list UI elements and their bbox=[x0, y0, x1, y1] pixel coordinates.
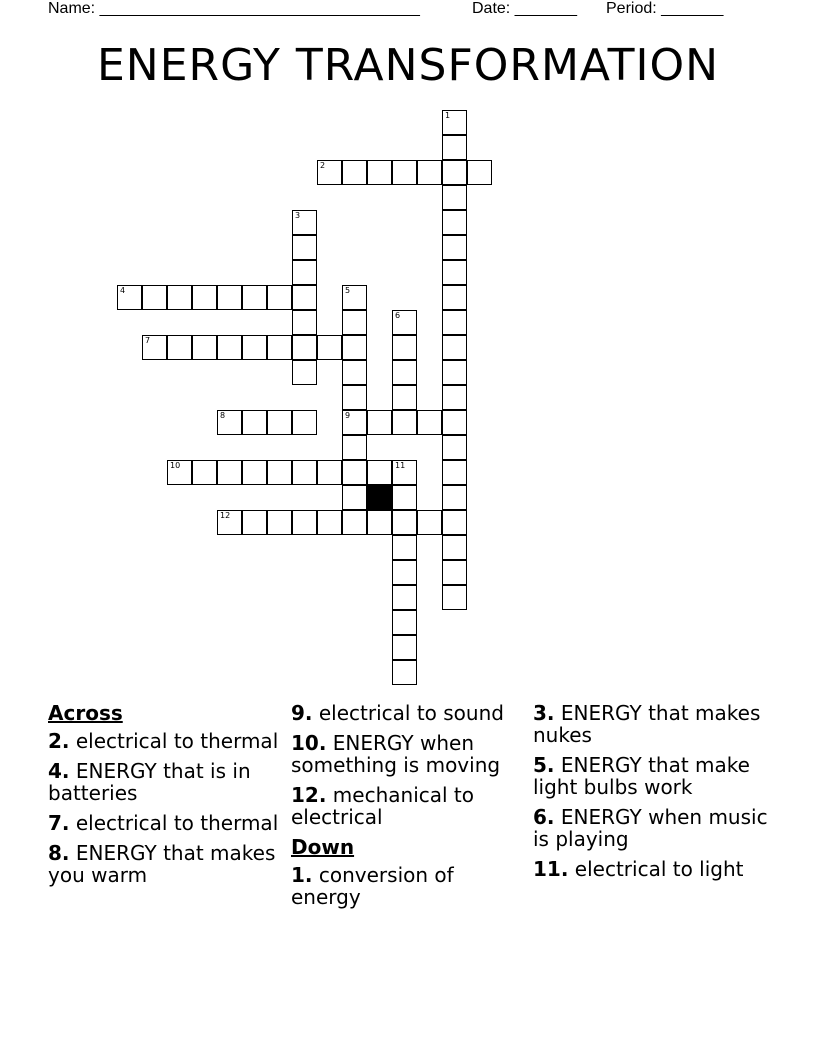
grid-cell[interactable] bbox=[267, 410, 292, 435]
clue-text: ENERGY that is in batteries bbox=[48, 759, 251, 805]
grid-cell[interactable] bbox=[392, 360, 417, 385]
grid-cell[interactable] bbox=[142, 285, 167, 310]
period-field-label[interactable]: Period: _______ bbox=[606, 0, 724, 17]
clue-text: electrical to thermal bbox=[75, 729, 279, 753]
grid-black-cell bbox=[367, 485, 392, 510]
clues-column-1 bbox=[48, 702, 284, 894]
across-heading: Across bbox=[48, 701, 123, 725]
grid-cell[interactable] bbox=[392, 460, 417, 485]
grid-cell[interactable] bbox=[442, 160, 467, 185]
grid-cell-number: 8 bbox=[220, 411, 226, 420]
grid-cell[interactable] bbox=[267, 335, 292, 360]
grid-cell[interactable] bbox=[442, 310, 467, 335]
grid-cell[interactable] bbox=[317, 510, 342, 535]
grid-cell[interactable] bbox=[392, 485, 417, 510]
grid-cell[interactable] bbox=[317, 460, 342, 485]
grid-cell[interactable] bbox=[117, 285, 142, 310]
grid-cell-number: 12 bbox=[220, 511, 231, 520]
clue-number: 12. bbox=[291, 783, 327, 807]
clue-text: electrical to light bbox=[574, 857, 744, 881]
grid-cell[interactable] bbox=[242, 510, 267, 535]
grid-cell[interactable] bbox=[142, 335, 167, 360]
name-field-label[interactable]: Name: ____________________________________ bbox=[48, 0, 420, 17]
grid-cell[interactable] bbox=[392, 635, 417, 660]
grid-cell[interactable] bbox=[217, 285, 242, 310]
clues-column-3 bbox=[533, 702, 769, 888]
grid-cell[interactable] bbox=[342, 510, 367, 535]
grid-cell-number: 9 bbox=[345, 411, 351, 420]
grid-cell[interactable] bbox=[342, 285, 367, 310]
grid-cell[interactable] bbox=[292, 510, 317, 535]
clue-down-6 bbox=[533, 806, 769, 850]
grid-cell[interactable] bbox=[442, 485, 467, 510]
grid-cell[interactable] bbox=[442, 535, 467, 560]
clue-across-9 bbox=[291, 702, 527, 724]
grid-cell[interactable] bbox=[292, 210, 317, 235]
grid-cell[interactable] bbox=[292, 285, 317, 310]
clue-down-3 bbox=[533, 702, 769, 746]
grid-cell[interactable] bbox=[342, 485, 367, 510]
clue-across-10 bbox=[291, 732, 527, 776]
grid-cell[interactable] bbox=[442, 335, 467, 360]
clue-number: 5. bbox=[533, 753, 555, 777]
grid-cell-number: 11 bbox=[395, 461, 406, 470]
grid-cell[interactable] bbox=[242, 285, 267, 310]
grid-cell[interactable] bbox=[442, 185, 467, 210]
grid-cell[interactable] bbox=[417, 510, 442, 535]
grid-cell[interactable] bbox=[317, 160, 342, 185]
grid-cell-number: 5 bbox=[345, 286, 351, 295]
clue-down-5 bbox=[533, 754, 769, 798]
grid-cell[interactable] bbox=[292, 410, 317, 435]
grid-cell[interactable] bbox=[367, 510, 392, 535]
grid-cell[interactable] bbox=[167, 335, 192, 360]
clue-number: 2. bbox=[48, 729, 70, 753]
grid-cell[interactable] bbox=[392, 160, 417, 185]
grid-cell[interactable] bbox=[342, 385, 367, 410]
grid-cell-number: 2 bbox=[320, 161, 326, 170]
grid-cell[interactable] bbox=[292, 460, 317, 485]
grid-cell-number: 4 bbox=[120, 286, 126, 295]
grid-cell[interactable] bbox=[217, 410, 242, 435]
grid-cell[interactable] bbox=[367, 460, 392, 485]
grid-cell[interactable] bbox=[392, 535, 417, 560]
grid-cell[interactable] bbox=[442, 210, 467, 235]
grid-cell-number: 7 bbox=[145, 336, 151, 345]
grid-cell[interactable] bbox=[367, 410, 392, 435]
grid-cell[interactable] bbox=[442, 235, 467, 260]
grid-cell[interactable] bbox=[392, 585, 417, 610]
grid-cell[interactable] bbox=[242, 335, 267, 360]
clue-number: 7. bbox=[48, 811, 70, 835]
grid-cell[interactable] bbox=[467, 160, 492, 185]
grid-cell[interactable] bbox=[342, 335, 367, 360]
grid-cell[interactable] bbox=[442, 460, 467, 485]
grid-cell-number: 6 bbox=[395, 311, 401, 320]
grid-cell[interactable] bbox=[267, 510, 292, 535]
grid-cell[interactable] bbox=[292, 235, 317, 260]
grid-cell[interactable] bbox=[392, 560, 417, 585]
grid-cell[interactable] bbox=[317, 335, 342, 360]
grid-cell[interactable] bbox=[342, 410, 367, 435]
clue-number: 8. bbox=[48, 841, 70, 865]
clue-text: ENERGY that makes you warm bbox=[48, 841, 276, 887]
grid-cell[interactable] bbox=[442, 510, 467, 535]
clue-across-12 bbox=[291, 784, 527, 828]
grid-cell[interactable] bbox=[342, 310, 367, 335]
grid-cell-number: 3 bbox=[295, 211, 301, 220]
down-heading: Down bbox=[291, 835, 355, 859]
clue-number: 3. bbox=[533, 701, 555, 725]
grid-cell[interactable] bbox=[267, 285, 292, 310]
grid-cell[interactable] bbox=[192, 460, 217, 485]
grid-cell[interactable] bbox=[342, 360, 367, 385]
grid-cell[interactable] bbox=[442, 435, 467, 460]
grid-cell[interactable] bbox=[442, 110, 467, 135]
clue-text: ENERGY that make light bulbs work bbox=[533, 753, 750, 799]
grid-cell[interactable] bbox=[342, 160, 367, 185]
clue-across-2 bbox=[48, 730, 284, 752]
grid-cell[interactable] bbox=[242, 410, 267, 435]
clue-across-7 bbox=[48, 812, 284, 834]
clue-text: conversion of energy bbox=[291, 863, 454, 909]
grid-cell[interactable] bbox=[292, 335, 317, 360]
clue-across-4 bbox=[48, 760, 284, 804]
clue-down-1 bbox=[291, 864, 527, 908]
grid-cell[interactable] bbox=[442, 385, 467, 410]
page-title: ENERGY TRANSFORMATION bbox=[96, 40, 720, 91]
grid-cell[interactable] bbox=[442, 585, 467, 610]
grid-cell[interactable] bbox=[442, 135, 467, 160]
clue-number: 10. bbox=[291, 731, 327, 755]
grid-cell[interactable] bbox=[392, 510, 417, 535]
clue-number: 1. bbox=[291, 863, 313, 887]
grid-cell[interactable] bbox=[342, 435, 367, 460]
clue-text: mechanical to electrical bbox=[291, 783, 474, 829]
grid-cell[interactable] bbox=[242, 460, 267, 485]
grid-cell[interactable] bbox=[342, 460, 367, 485]
clue-across-8 bbox=[48, 842, 284, 886]
grid-cell-number: 10 bbox=[170, 461, 181, 470]
grid-cell-number: 1 bbox=[445, 111, 451, 120]
grid-cell[interactable] bbox=[292, 360, 317, 385]
grid-cell[interactable] bbox=[392, 385, 417, 410]
grid-cell[interactable] bbox=[392, 410, 417, 435]
grid-cell[interactable] bbox=[217, 460, 242, 485]
clue-text: ENERGY when something is moving bbox=[291, 731, 501, 777]
grid-cell[interactable] bbox=[392, 610, 417, 635]
clue-text: ENERGY that makes nukes bbox=[533, 701, 761, 747]
clue-text: electrical to thermal bbox=[75, 811, 279, 835]
grid-cell[interactable] bbox=[217, 335, 242, 360]
grid-cell[interactable] bbox=[417, 410, 442, 435]
clue-down-11 bbox=[533, 858, 769, 880]
clue-number: 6. bbox=[533, 805, 555, 829]
clue-number: 11. bbox=[533, 857, 569, 881]
grid-cell[interactable] bbox=[392, 660, 417, 685]
grid-cell[interactable] bbox=[292, 310, 317, 335]
grid-cell[interactable] bbox=[392, 310, 417, 335]
grid-cell[interactable] bbox=[217, 510, 242, 535]
grid-cell[interactable] bbox=[442, 260, 467, 285]
grid-cell[interactable] bbox=[417, 160, 442, 185]
clue-number: 9. bbox=[291, 701, 313, 725]
date-field-label[interactable]: Date: _______ bbox=[472, 0, 577, 17]
grid-cell[interactable] bbox=[392, 335, 417, 360]
grid-cell[interactable] bbox=[167, 285, 192, 310]
clue-text: electrical to sound bbox=[318, 701, 504, 725]
grid-cell[interactable] bbox=[442, 360, 467, 385]
grid-cell[interactable] bbox=[442, 560, 467, 585]
clues-column-2 bbox=[291, 702, 527, 916]
grid-cell[interactable] bbox=[442, 285, 467, 310]
grid-cell[interactable] bbox=[192, 285, 217, 310]
grid-cell[interactable] bbox=[442, 410, 467, 435]
clue-text: ENERGY when music is playing bbox=[533, 805, 768, 851]
grid-cell[interactable] bbox=[192, 335, 217, 360]
clue-number: 4. bbox=[48, 759, 70, 783]
grid-cell[interactable] bbox=[367, 160, 392, 185]
grid-cell[interactable] bbox=[267, 460, 292, 485]
grid-cell[interactable] bbox=[167, 460, 192, 485]
grid-cell[interactable] bbox=[292, 260, 317, 285]
